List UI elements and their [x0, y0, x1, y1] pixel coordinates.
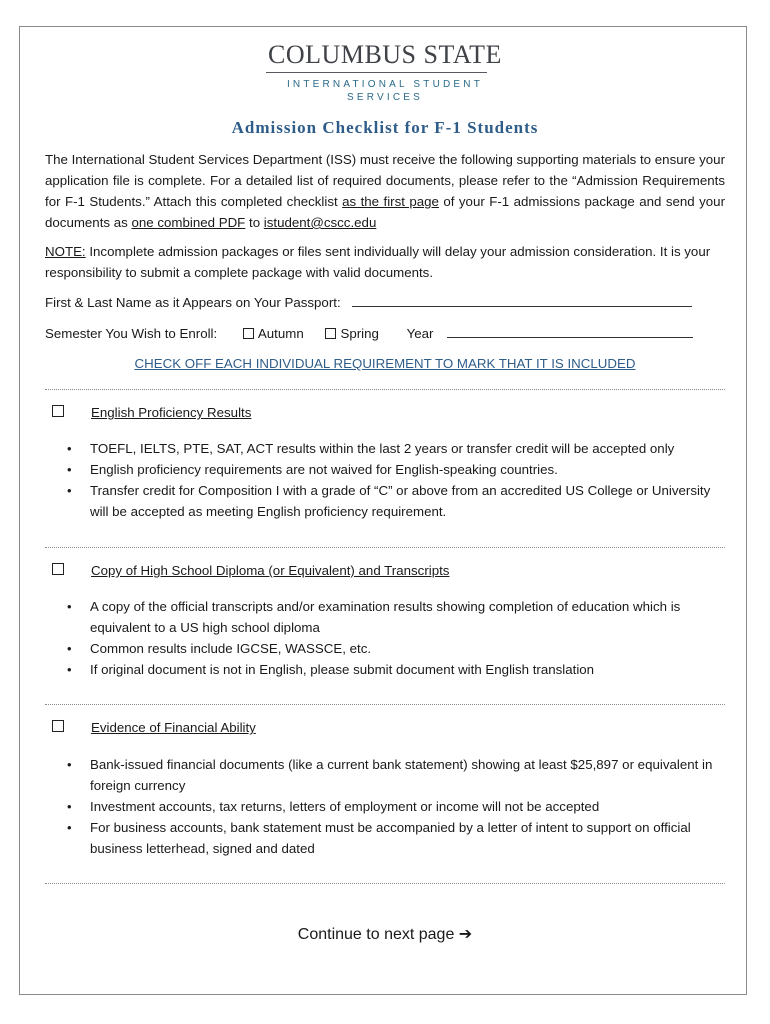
semester-label: Semester You Wish to Enroll: — [45, 326, 218, 341]
intro-first-page: as the first page — [342, 194, 439, 209]
logo-divider — [266, 72, 487, 73]
year-input-line[interactable] — [447, 323, 693, 338]
autumn-checkbox[interactable] — [243, 328, 254, 339]
list-item: • Bank-issued financial documents (like a current bank statement) showing at least $25,897 or equivalent in foreign currency — [45, 754, 725, 796]
year-label: Year — [406, 326, 434, 341]
list-item: • Transfer credit for Composition I with a grade of “C” or above from an accredited US College or University will be accepted as meeting English proficiency requirement. — [45, 480, 725, 522]
arrow-right-icon: ➔ — [458, 926, 473, 943]
list-item: • English proficiency requirements are not waived for English-speaking countries. — [45, 459, 725, 480]
requirement-title-english: English Proficiency Results — [91, 405, 252, 420]
section-divider — [45, 547, 725, 548]
list-item: • If original document is not in English, please submit document with English translation — [45, 659, 725, 680]
list-item: • A copy of the official transcripts and/or examination results showing completion of education which is equivalent to a US high school diploma — [45, 596, 725, 638]
intro-text-1: The International Student Services Department (ISS) must receive the following supporting materials to ensure your application file is complete. For a detailed list of required documents, please refer to the “Admission Requirements for F-1 Students.” Attach this completed checklist — [45, 152, 725, 209]
section-divider — [45, 389, 725, 390]
spring-label: Spring — [340, 326, 379, 341]
intro-paragraph — [45, 149, 725, 233]
requirement-checkbox-financial[interactable] — [52, 720, 64, 732]
checkoff-instruction: CHECK OFF EACH INDIVIDUAL REQUIREMENT TO MARK THAT IT IS INCLUDED — [134, 356, 636, 371]
list-item: • Common results include IGCSE, WASSCE, etc. — [45, 638, 725, 659]
note-paragraph — [45, 241, 725, 283]
requirement-list-financial — [45, 754, 725, 859]
continue-text: Continue to next page — [297, 926, 455, 943]
requirement-list-english — [45, 438, 725, 522]
name-input-line[interactable] — [352, 292, 692, 307]
requirement-title-diploma: Copy of High School Diploma (or Equivalent) and Transcripts — [91, 563, 450, 578]
name-field-row — [45, 292, 725, 313]
section-divider — [45, 883, 725, 884]
list-item: • Investment accounts, tax returns, letters of employment or income will not be accepted — [45, 796, 725, 817]
requirement-list-diploma — [45, 596, 725, 680]
intro-text-2: of your F-1 admissions package and send your documents as — [45, 194, 726, 230]
requirement-checkbox-diploma[interactable] — [52, 563, 64, 575]
columbus-state-logo — [0, 40, 770, 70]
spring-option[interactable] — [325, 326, 378, 341]
logo-subtitle-line2: SERVICES — [347, 92, 423, 103]
spring-checkbox[interactable] — [325, 328, 336, 339]
logo-subtitle — [0, 78, 770, 104]
autumn-option[interactable] — [243, 326, 304, 341]
requirement-title-financial: Evidence of Financial Ability — [91, 720, 256, 735]
intro-one-pdf: one combined PDF — [131, 215, 246, 230]
intro-text-3: to — [245, 215, 264, 230]
name-label: First & Last Name as it Appears on Your Passport: — [45, 295, 341, 310]
continue-next-page — [0, 924, 770, 944]
semester-field-row — [45, 323, 725, 344]
list-item: • TOEFL, IELTS, PTE, SAT, ACT results within the last 2 years or transfer credit will be accepted only — [45, 438, 725, 459]
list-item: • For business accounts, bank statement must be accompanied by a letter of intent to support on official business letterhead, signed and dated — [45, 817, 725, 859]
note-text: Incomplete admission packages or files sent individually will delay your admission consideration. It is your responsibility to submit a complete package with valid documents. — [45, 244, 711, 280]
note-label: NOTE: — [45, 244, 86, 259]
logo-wordmark: COLUMBUS STATE — [268, 40, 502, 69]
autumn-label: Autumn — [257, 326, 304, 341]
section-divider — [45, 704, 725, 705]
logo-subtitle-line1: INTERNATIONAL STUDENT — [286, 79, 484, 90]
requirement-checkbox-english[interactable] — [52, 405, 64, 417]
email-link[interactable]: istudent@cscc.edu — [263, 215, 377, 230]
document-title: Admission Checklist for F-1 Students — [231, 118, 539, 137]
